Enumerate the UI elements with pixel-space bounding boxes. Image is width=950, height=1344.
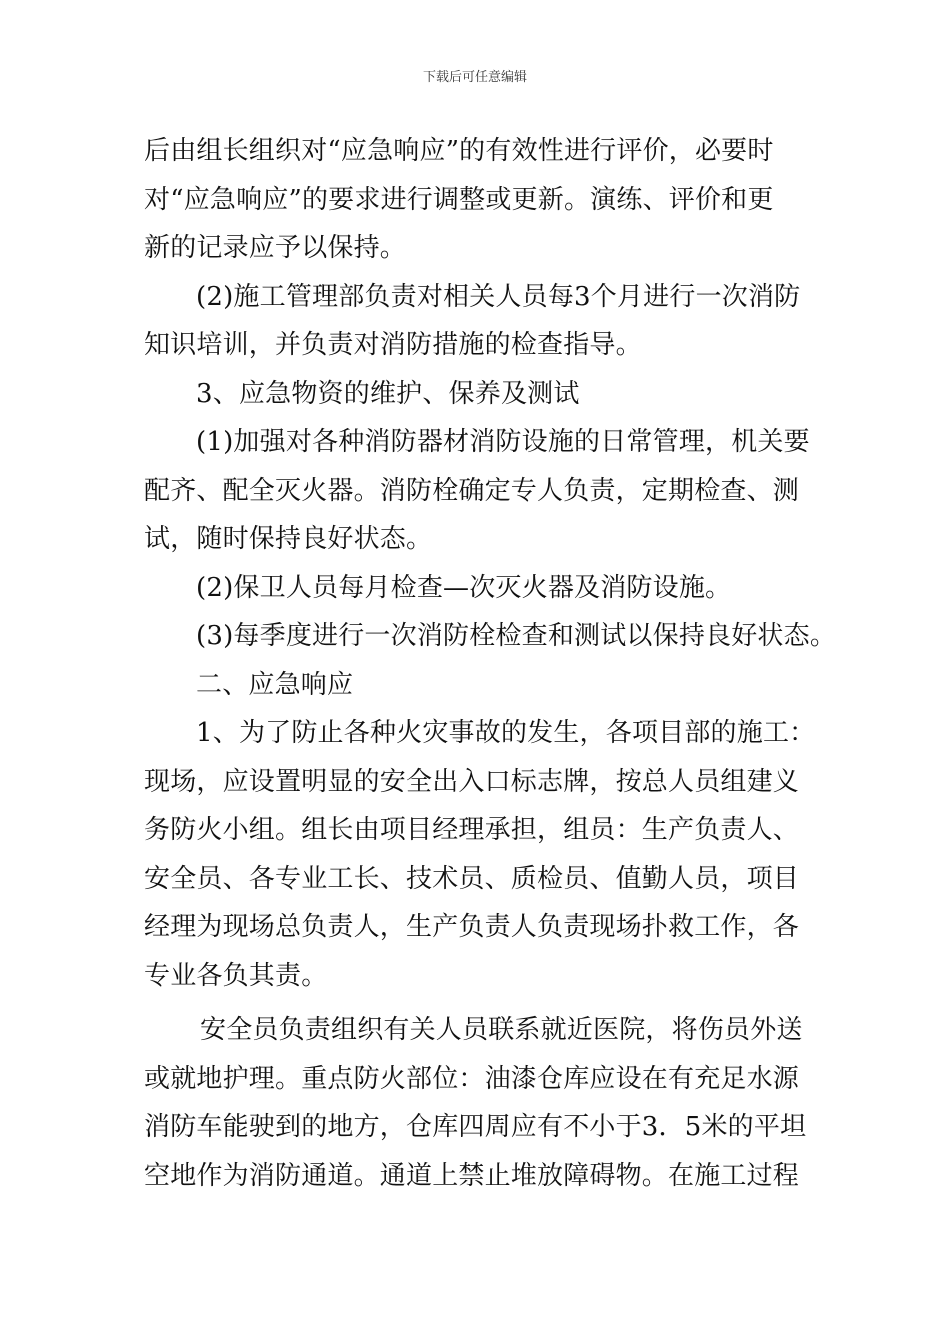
page-header: 下载后可任意编辑 [422, 70, 527, 85]
text-line: 或就地护理。重点防火部位：油漆仓库应设在有充足水源 [144, 1063, 800, 1094]
text-line: 新的记录应予以保持。 [144, 233, 407, 263]
text-line: 配齐、配全灭火器。消防栓确定专人负责，定期检查、测 [144, 475, 800, 506]
text-line: 试，随时保持良好状态。 [144, 524, 433, 554]
text-line: 后由组长组织对“应急响应”的有效性进行评价，必要时 [144, 136, 774, 166]
text-line: (1)加强对各种消防器材消防设施的日常管理，机关要 [196, 427, 810, 457]
text-line: (2)保卫人员每月检查—次灭火器及消防设施。 [196, 572, 732, 603]
text-line: 安全员、各专业工长、技术员、质检员、值勤人员，项目 [144, 863, 800, 894]
text-line: 知识培训，并负责对消防措施的检查指导。 [144, 330, 642, 360]
text-line: 消防车能驶到的地方，仓库四周应有不小于3．5米的平坦 [144, 1112, 807, 1142]
text-line: 空地作为消防通道。通道上禁止堆放障碍物。在施工过程 [144, 1160, 800, 1191]
text-line: (2)施工管理部负责对相关人员每3个月进行一次消防 [196, 281, 801, 312]
section-heading: 二、应急响应 [196, 669, 354, 700]
text-line: 现场，应设置明显的安全出入口标志牌，按总人员组建义 [144, 766, 800, 797]
body-text [144, 127, 837, 1200]
text-line: 对“应急响应”的要求进行调整或更新。演练、评价和更 [144, 184, 774, 215]
text-line: (3)每季度进行一次消防栓检查和测试以保持良好状态。 [196, 621, 837, 651]
text-line: 专业各负其责。 [144, 960, 328, 991]
text-line: 安全员负责组织有关人员联系就近医院，将伤员外送 [200, 1015, 803, 1045]
text-line: 务防火小组。组长由项目经理承担，组员：生产负责人、 [144, 815, 800, 845]
text-line: 经理为现场总负责人，生产负责人负责现场扑救工作，各 [144, 912, 800, 942]
text-line: 3、应急物资的维护、保养及测试 [196, 378, 580, 409]
text-line: 1、为了防止各种火灾事故的发生，各项目部的施工： [196, 718, 816, 748]
